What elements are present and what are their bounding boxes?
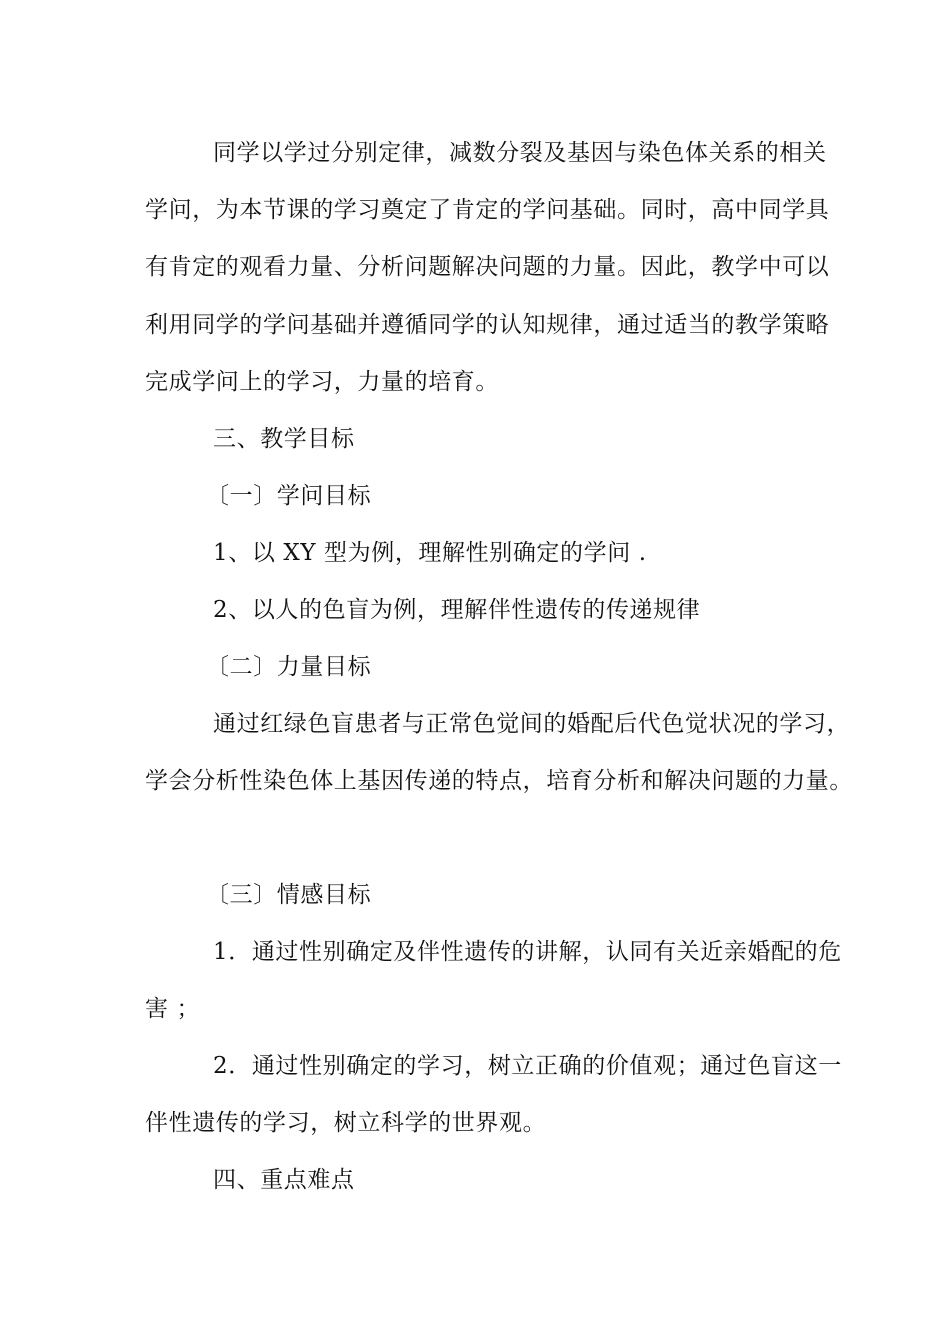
paragraph-line: 通过红绿色盲患者与正常色觉间的婚配后代色觉状况的学习， (213, 711, 851, 737)
list-item: 2．通过性别确定的学习，树立正确的价值观；通过色盲这一 (213, 1053, 842, 1079)
paragraph-line: 有肯定的观看力量、分析问题解决问题的力量。因此，教学中可以 (145, 254, 830, 280)
list-item: 1、以 XY 型为例，理解性别确定的学问 . (213, 540, 647, 566)
paragraph-line: 学问，为本节课的学习奠定了肯定的学问基础。同时，高中同学具 (145, 197, 830, 223)
list-item-continuation: 害 ； (145, 996, 201, 1022)
list-item-continuation: 伴性遗传的学习，树立科学的世界观。 (145, 1110, 547, 1136)
paragraph-line: 同学以学过分别定律，减数分裂及基因与染色体关系的相关 (213, 140, 827, 166)
paragraph-line: 利用同学的学问基础并遵循同学的认知规律，通过适当的教学策略 (145, 312, 830, 338)
section-heading: 四、重点难点 (213, 1167, 355, 1193)
paragraph-line: 学会分析性染色体上基因传递的特点，培育分析和解决问题的力量。 (145, 768, 853, 794)
subsection-heading: 〔二〕力量目标 (206, 654, 372, 680)
list-item: 2、以人的色盲为例，理解伴性遗传的传递规律 (213, 597, 701, 623)
paragraph-line: 完成学问上的学习，力量的培育。 (145, 369, 499, 395)
section-heading: 三、教学目标 (213, 426, 355, 452)
list-item: 1．通过性别确定及伴性遗传的讲解，认同有关近亲婚配的危 (213, 939, 842, 965)
subsection-heading: 〔三〕情感目标 (206, 882, 372, 908)
subsection-heading: 〔一〕学问目标 (206, 483, 372, 509)
